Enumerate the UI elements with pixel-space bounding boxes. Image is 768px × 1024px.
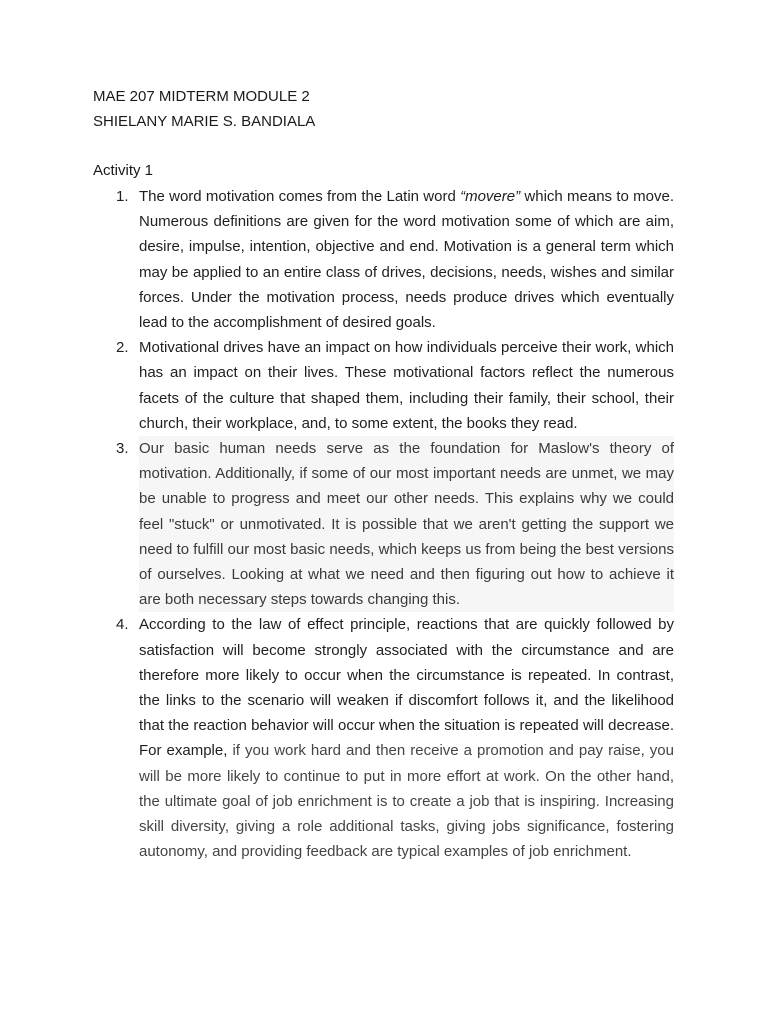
list-item-text-after: which means to move. Numerous definitions are given for the word motivation some of which are aim, desire, impulse, intention, objective and end. Motivation is a general term which may be applied to an entire class of drives, decisions, needs, wishes and similar forces. Under the motivation process, needs produce drives which eventually lead to the accomplishment of desired goals. (139, 188, 674, 332)
list-item-number: 2. (116, 339, 129, 357)
list-item (116, 335, 674, 436)
list-item-number: 1. (116, 188, 129, 205)
list-item-number: 4. (116, 616, 129, 634)
list-item (116, 184, 674, 335)
list-item-text: Motivational drives have an impact on how individuals perceive their work, which has an impact on their lives. These motivational factors reflect the numerous facets of the culture that shaped them, including their family, their school, their church, their workplace, and, to some extent, the books they read. (139, 339, 674, 432)
list-item-text: Our basic human needs serve as the foundation for Maslow's theory of motivation. Additionally, if some of our most important needs are unmet, we may be unable to progress and meet our other needs. This explains why we could feel "stuck" or unmotivated. It is possible that we aren't getting the support we need to fulfill our most basic needs, which keeps us from being the best versions of ourselves. Looking at what we need and then figuring out how to achieve it are both necessary steps towards changing this. (139, 436, 674, 612)
list-item-text-part1: According to the law of effect principle, reactions that are quickly followed by satisfaction will become strongly associated with the circumstance and are therefore more likely to occur when the circumstance is repeated. In contrast, the links to the scenario will weaken if discomfort follows it, and the likelihood that the reaction behavior will occur when the situation is repeated will decrease. For example, (139, 616, 674, 760)
list-item (116, 436, 674, 612)
activity-title: Activity 1 (93, 162, 154, 179)
latin-word: “movere” (460, 188, 521, 205)
list-item-text-part2: if you work hard and then receive a promotion and pay raise, you will be more likely to continue to put in more effort at work. On the other hand, the ultimate goal of job enrichment is to create a job that is inspiring. Increasing skill diversity, giving a role additional tasks, giving jobs significance, fostering autonomy, and providing feedback are typical examples of job enrichment. (139, 742, 674, 861)
list-item (116, 612, 674, 864)
list-item-text (139, 612, 674, 864)
list-item-text-before: The word motivation comes from the Latin word (139, 188, 461, 205)
activity-list (116, 184, 674, 864)
course-heading: MAE 207 MIDTERM MODULE 2 (93, 88, 310, 105)
list-item-number: 3. (116, 440, 129, 458)
author-name: SHIELANY MARIE S. BANDIALA (93, 113, 316, 130)
list-item-text (139, 184, 674, 335)
